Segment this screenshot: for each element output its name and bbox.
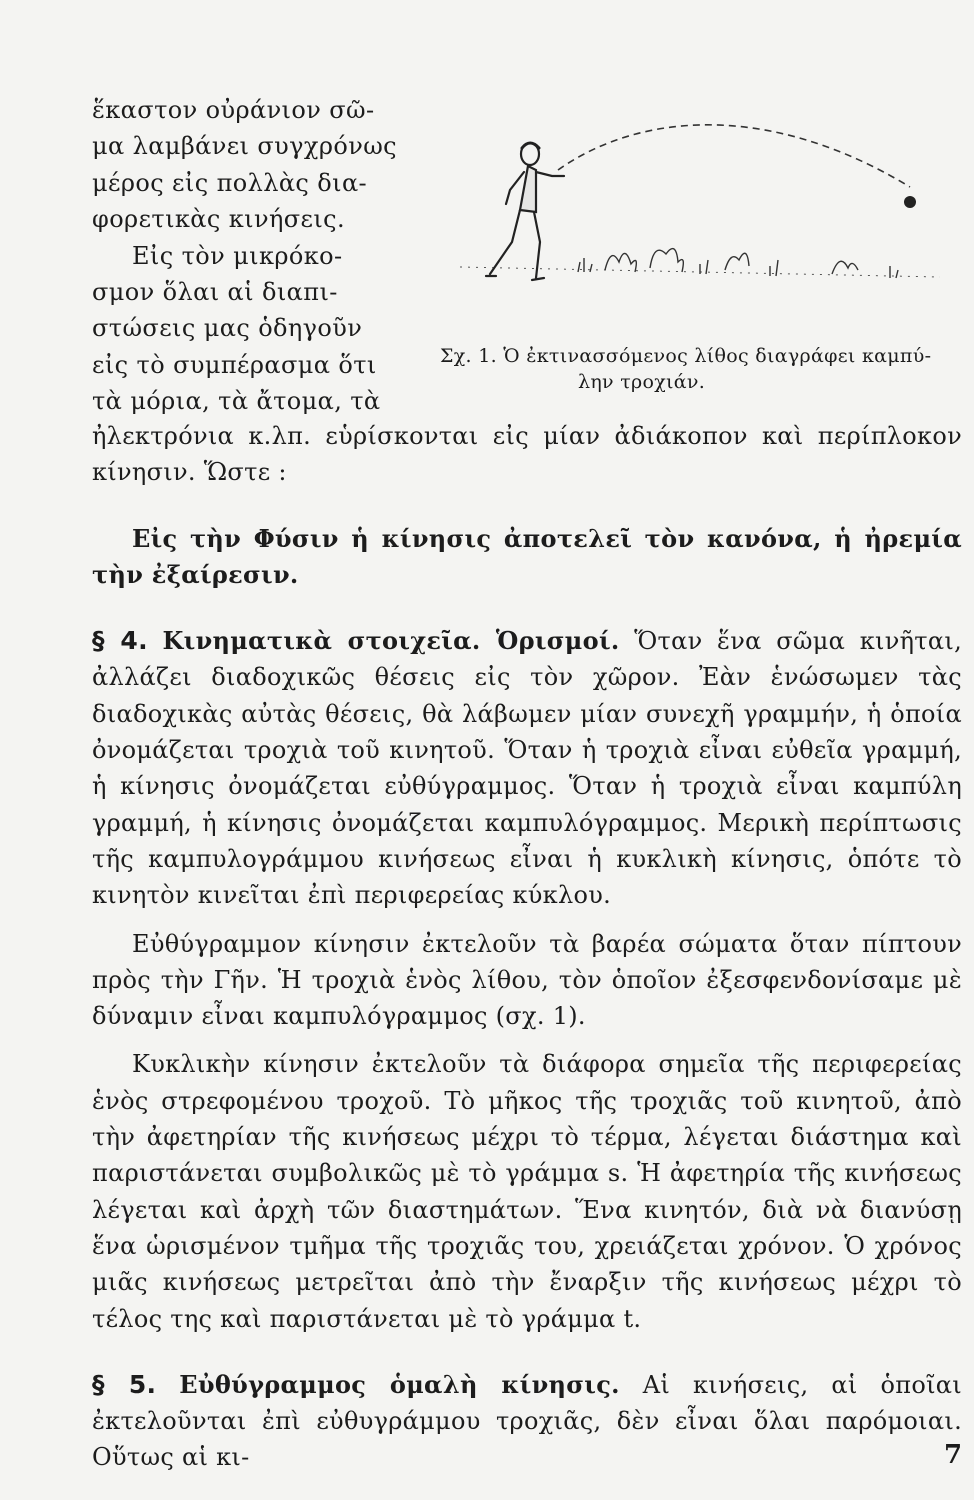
thrower-figure bbox=[486, 143, 564, 280]
stone bbox=[904, 196, 916, 208]
intro-line: σμον ὅλαι αἱ διαπι- bbox=[92, 278, 338, 307]
intro-line: Εἰς τὸν μικρόκο- bbox=[132, 241, 343, 270]
intro-line: στώσεις μας ὁδηγοῦν bbox=[92, 314, 363, 343]
paragraph-intro-continuation: ἠλεκτρόνια κ.λπ. εὑρίσκονται εἰς μίαν ἀδιάκοπον καὶ περίπλοκον κίνησιν. Ὥστε : bbox=[92, 422, 962, 487]
section-5-number: § 5. bbox=[92, 1369, 157, 1399]
trajectory-curve bbox=[558, 125, 910, 187]
figure-stone-throw bbox=[440, 92, 960, 322]
section-4-text: Ὅταν ἕνα σῶμα κινῆται, ἀλλάζει διαδοχικῶς θέσεις εἰς τὸν χῶρον. Ἐὰν ἑνώσωμεν τὰς διαδοχικὰς αὐτὰς θέσεις, θὰ λάβωμεν μίαν συνεχῆ γραμμήν, ἡ ὁποία ὀνομάζεται τροχιὰ τοῦ κινητοῦ. Ὅταν ἡ τροχιὰ εἶναι εὐθεῖα γραμμή, ἡ κίνησις ὀνομάζεται εὐθύγραμμος. Ὅταν ἡ τροχιὰ εἶναι καμπύλη γραμμή, ἡ κίνησις ὀνομάζεται καμπυλόγραμμος. Μερικὴ περίπτωσις τῆς καμπυλογράμμου κινήσεως εἶναι ἡ κυκλικὴ κίνησις, ὁπότε τὸ κινητὸν κινεῖται ἐπὶ περιφερείας κύκλου. bbox=[92, 627, 963, 910]
intro-line: ἕκαστον οὐράνιον σῶ- bbox=[92, 96, 375, 124]
principle-statement: Εἰς τὴν Φύσιν ἡ κίνησις ἀποτελεῖ τὸν κανόνα, ἡ ἠρεμία τὴν ἐξαίρεσιν. bbox=[92, 523, 962, 589]
body-text bbox=[92, 418, 962, 1476]
intro-line: εἰς τὸ συμπέρασμα ὅτι bbox=[92, 350, 377, 379]
section-4-number: § 4. bbox=[92, 626, 148, 656]
section-4 bbox=[92, 623, 962, 913]
intro-column bbox=[92, 92, 398, 420]
section-4-title: Κινηματικὰ στοιχεῖα. Ὁρισμοί. bbox=[162, 626, 620, 656]
section-5-title: Εὐθύγραμμος ὁμαλὴ κίνησις. bbox=[179, 1369, 620, 1399]
intro-line: φορετικὰς κινήσεις. bbox=[92, 205, 346, 234]
section-5-text: Αἱ κινήσεις, αἱ ὁποῖαι ἐκτελοῦνται ἐπὶ εὐθυγράμμου τροχιᾶς, δὲν εἶναι ὅλαι παρόμοιαι. Οὕτως αἱ κι- bbox=[92, 1370, 962, 1472]
intro-line: μέρος εἰς πολλὰς δια- bbox=[92, 168, 368, 197]
figure-caption bbox=[440, 343, 960, 395]
stone-throw-illustration bbox=[440, 92, 960, 322]
paragraph-circular: Κυκλικὴν κίνησιν ἐκτελοῦν τὰ διάφορα σημεῖα τῆς περιφερείας ἑνὸς στρεφομένου τροχοῦ. Τὸ μῆκος τῆς τροχιᾶς τοῦ κινητοῦ, ἀπὸ τὴν ἀφετηρίαν τῆς κινήσεως μέχρι τὸ τέρμα, λέγεται διάστημα καὶ παριστάνεται συμβολικῶς μὲ τὸ γράμμα s. Ἡ ἀφετηρία τῆς κινήσεως λέγεται καὶ ἀρχὴ τῶν διαστημάτων. Ἕνα κινητόν, διὰ νὰ διανύσῃ ἕνα ὡρισμένον τμῆμα τῆς τροχιᾶς του, χρειάζεται χρόνον. Ὁ χρόνος μιᾶς κινήσεως μετρεῖται ἀπὸ τὴν ἔναρξιν τῆς κινήσεως μέχρι τὸ τέλος της καὶ παριστάνεται μὲ τὸ γράμμα t. bbox=[92, 1050, 962, 1333]
section-5 bbox=[92, 1367, 962, 1476]
page-number: 7 bbox=[944, 1440, 963, 1470]
paragraph-rectilinear: Εὐθύγραμμον κίνησιν ἐκτελοῦν τὰ βαρέα σώματα ὅταν πίπτουν πρὸς τὴν Γῆν. Ἡ τροχιὰ ἑνὸς λίθου, τὸν ὁποῖον ἐξεσφενδονίσαμε μὲ δύναμιν εἶναι καμπυλόγραμμος (σχ. 1). bbox=[92, 929, 962, 1031]
caption-line: Σχ. 1. Ὁ ἐκτινασσόμενος λίθος διαγράφει καμπύ- bbox=[440, 345, 932, 367]
caption-line: λην τροχιάν. bbox=[578, 371, 706, 393]
bushes bbox=[578, 249, 898, 278]
intro-line: τὰ μόρια, τὰ ἄτομα, τὰ bbox=[92, 387, 381, 416]
intro-line: μα λαμβάνει συγχρόνως bbox=[92, 132, 398, 161]
